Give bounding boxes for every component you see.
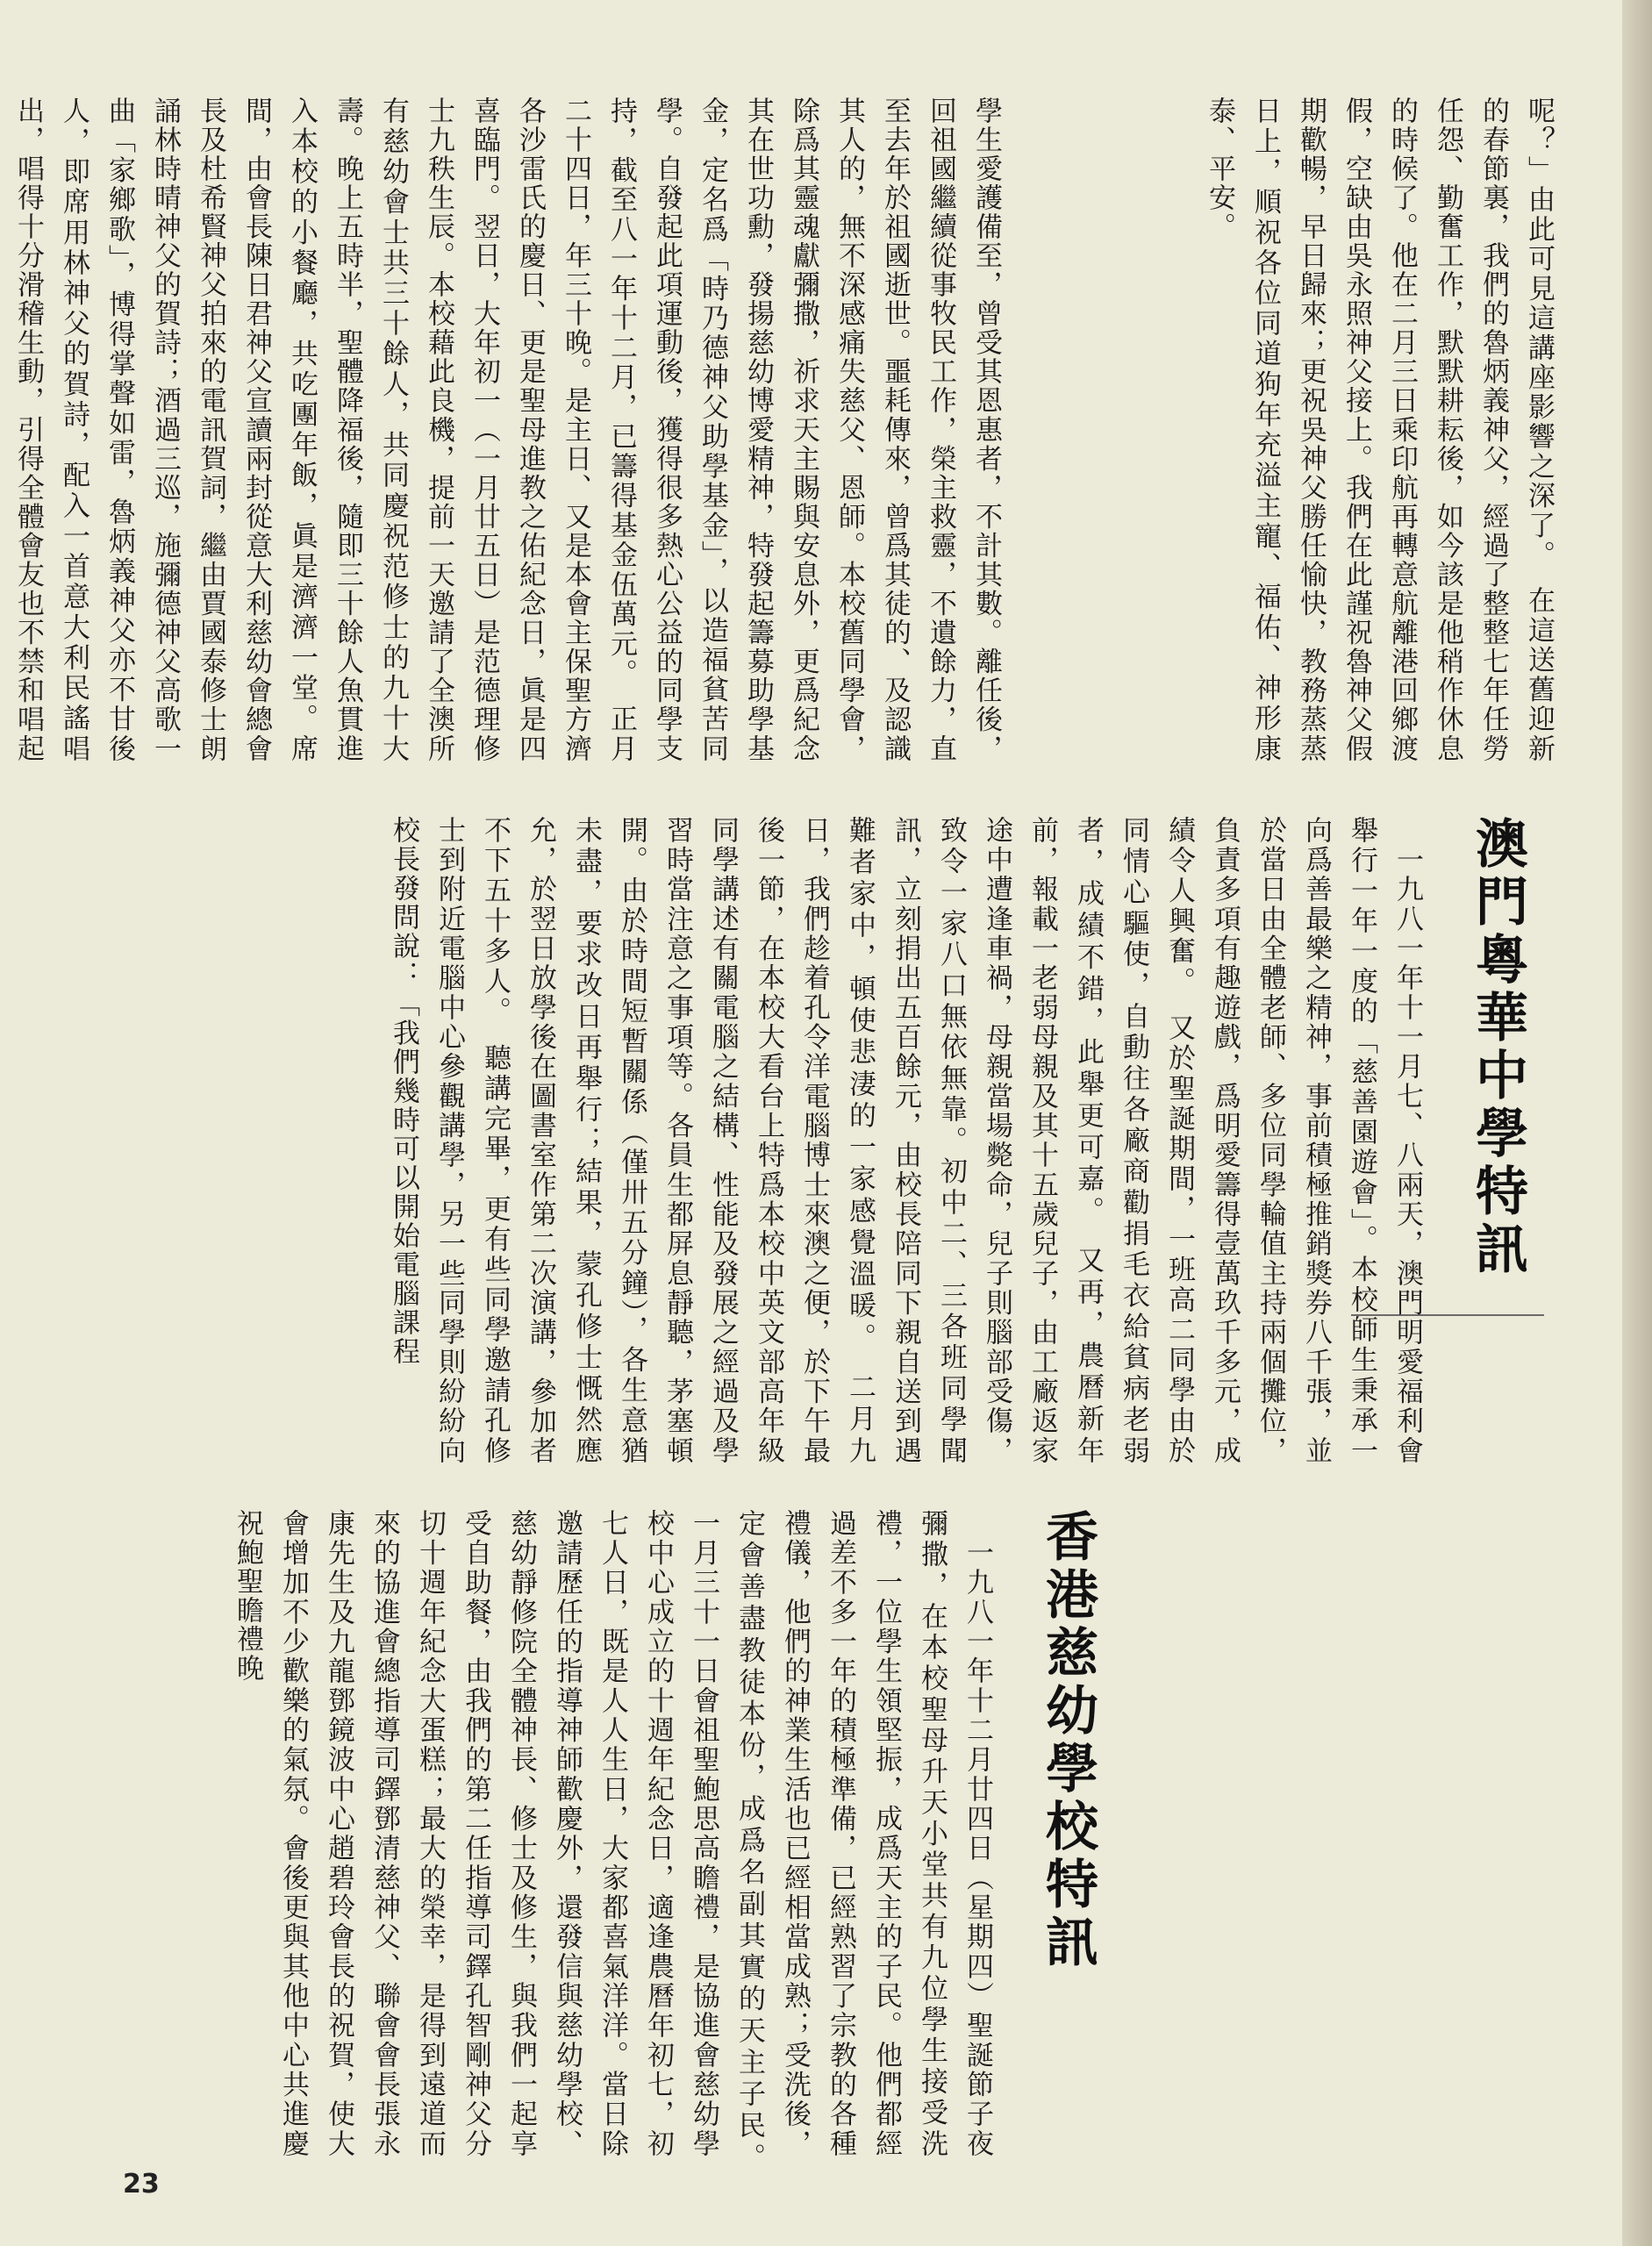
continuation-column: 呢？」由此可見這講座影響之深了。 在這送舊迎新的春節裏，我們的魯炳義神父，經過了整整七年任勞任怨、勤奮工作，默默耕耘後，如今該是他稍作休息的時候了。他在二月三日乘印航再轉意航離港回鄉渡假，空缺由吳永照神父接上。我們在此謹祝魯神父假期歡暢，早日歸來；更祝吳神父勝任愉快，教務蒸蒸日上，順祝各位同道狗年充溢主寵、福佑、神形康泰、平安。 — [1204, 97, 1555, 763]
page-number: 23 — [123, 2169, 160, 2200]
hongkong-section-body: 一九八一年十二月廿四日（星期四）聖誕節子夜彌撒，在本校聖母升天小堂共有九位學生接受洗禮，一位學生領堅振，成爲天主的子民。他們都經過差不多一年的積極準備，已經熟習了宗教的各種禮儀，他們的神業生活也已經相當成熟；受洗後，定會善盡教徒本份，成爲名副其實的天主子民。 一月三十一日會祖聖鮑思高瞻禮，是協進會慈幼學校中心成立的十週年紀念日，適逢農曆年初七，初七人日，既是人人生日，大家都喜氣洋洋。當日除邀請歷任的指導神師歡慶外，還發信與慈幼學校、慈幼靜修院全體神長、修士及修生，與我們一起享受自助餐，由我們的第二任指導司鐸孔智剛神父分切十週年紀念大蛋糕；最大的榮幸，是得到遠道而來的協進會總指導司鐸鄧清慈神父、聯會會長張永康先生及九龍鄧鏡波中心趙碧玲會長的祝賀，使大會增加不少歡樂的氣氛。會後更與其他中心共進慶祝鮑聖瞻禮晚 — [232, 1509, 993, 2187]
macau-section-heading: 澳門粵華中學特訊 — [1467, 816, 1528, 1279]
page-spine-shadow — [1622, 0, 1652, 2246]
continued-article-column: 學生愛護備至，曾受其恩惠者，不計其數。離任後，回祖國繼續從事牧民工作，榮主救靈，不遺餘力，直至去年於祖國逝世。噩耗傳來，曾爲其徒的、及認識其人的，無不深感痛失慈父、恩師。本校舊同學會，除爲其靈魂獻彌撒，祈求天主賜與安息外，更爲紀念其在世功勳，發揚慈幼博愛精神，特發起籌募助學基金，定名爲「時乃德神父助學基金」，以造福貧苦同學。自發起此項運動後，獲得很多熱心公益的同學支持，截至八一年十二月，已籌得基金伍萬元。 正月二十四日，年三十晚。是主日、又是本會主保聖方濟各沙雷氏的慶日、更是聖母進教之佑紀念日，眞是四喜臨門。翌日，大年初一（一月廿五日）是范德理修士九秩生辰。本校藉此良機，提前一天邀請了全澳所有慈幼會士共三十餘人，共同慶祝范修士的九十大壽。晚上五時半，聖體降福後，隨即三十餘人魚貫進入本校的小餐廳，共吃團年飯，眞是濟濟一堂。席間，由會長陳日君神父宣讀兩封從意大利慈幼會總會長及杜希賢神父拍來的電訊賀詞，繼由賈國泰修士朗誦林時晴神父的賀詩；酒過三巡，施彌德神父高歌一曲「家鄉歌」，博得掌聲如雷，魯炳義神父亦不甘後人，即席用林神父的賀詩，配入一首意大利民謠唱出，唱得十分滑稽生動，引得全體會友也不禁和唱起 — [12, 97, 1002, 763]
macau-section-body: 一九八一年十一月七、八兩天，澳門明愛福利會舉行一年一度的「慈善園遊會」。本校師生秉承一向爲善最樂之精神，事前積極推銷獎券八千張，並於當日由全體老師、多位同學輪值主持兩個攤位，負責多項有趣遊戲，爲明愛籌得壹萬玖千多元，成績令人興奮。 又於聖誕期間，一班高二同學由於同情心驅使，自動往各廠商勸捐毛衣給貧病老弱者，成績不錯，此舉更可嘉。 又再，農曆新年前，報載一老弱母親及其十五歲兒子，由工廠返家途中遭逢車禍，母親當場斃命，兒子則腦部受傷，致令一家八口無依無靠。初中二、三各班同學聞訊，立刻捐出五百餘元，由校長陪同下親自送到遇難者家中，頓使悲淒的一家感覺溫暖。 二月九日，我們趁着孔令洋電腦博士來澳之便，於下午最後一節，在本校大看台上特爲本校中英文部高年級同學講述有關電腦之結構、性能及發展之經過及學習時當注意之事項等。各員生都屏息靜聽，茅塞頓開。由於時間短暫關係（僅卅五分鐘），各生意猶未盡，要求改日再舉行；結果，蒙孔修士慨然應允，於翌日放學後在圖書室作第二次演講，參加者不下五十多人。 聽講完畢，更有些同學邀請孔修士到附近電腦中心參觀講學，另一些同學則紛紛向校長發問說：「我們幾時可以開始電腦課程 — [388, 816, 1423, 1465]
hongkong-section-heading: 香港慈幼學校特訊 — [1037, 1509, 1098, 1972]
